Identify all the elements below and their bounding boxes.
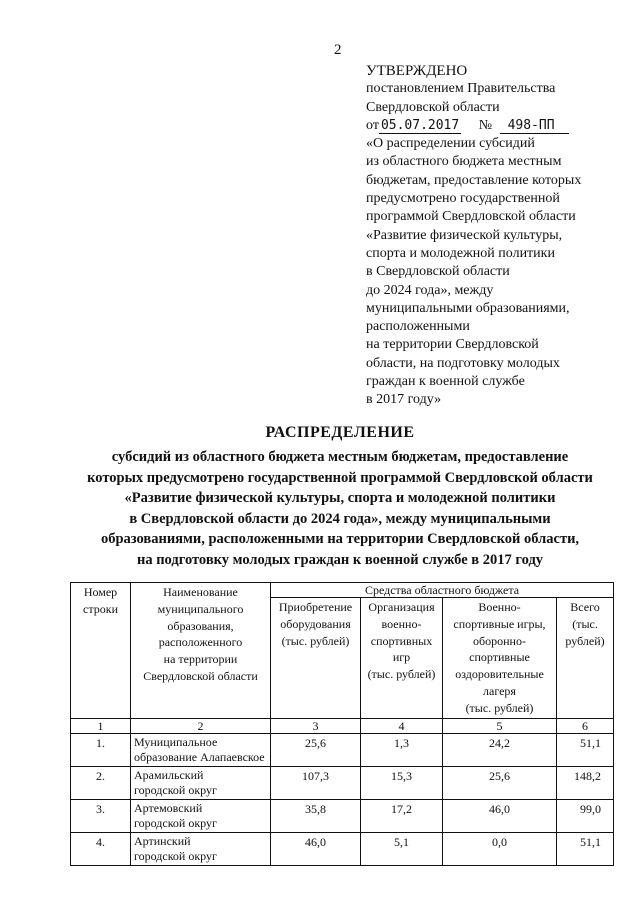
header-row-number [71,583,131,719]
name-line: городской округ [134,815,217,830]
subtitle-line: которых предусмотрено государственной программой Свердловской области [87,469,593,486]
resolution-title-line: области, на подготовку молодых [366,355,560,371]
date-prefix: от [366,117,379,133]
header-line: (тыс. рублей) [367,667,436,682]
total-value: 51,1 [557,733,614,766]
header-line: (тыс. рублей) [281,633,350,648]
header-line: лагеря [483,683,516,698]
header-line: (тыс. рублей) [465,700,534,715]
total-value: 148,2 [557,766,614,799]
name-line: Артинский [134,833,191,848]
municipality-name [131,733,271,766]
header-line: оборудования [280,616,351,631]
header-line: Свердловской области [143,668,258,683]
table-body [71,733,614,865]
header-line: спортивных [370,633,433,648]
camps-value: 25,6 [443,766,557,799]
document-title: РАСПРЕДЕЛЕНИЕ [265,424,415,441]
equipment-value: 46,0 [271,832,361,865]
approval-line: Свердловской области [366,99,500,115]
subtitle-line: в Свердловской области до 2024 года», между муниципальными [129,510,551,527]
header-line: игр [392,650,411,665]
camps-value: 24,2 [443,733,557,766]
header-line: образования, [167,618,234,633]
header-line: на территории [163,652,238,667]
resolution-title-line: бюджетам, предоставление которых [366,172,582,188]
header-line: Военно- [478,600,521,614]
approval-line: постановлением Правительства [366,81,556,97]
resolution-title-line: спорта и молодежной политики [366,245,555,261]
header-line: рублей) [565,633,605,648]
header-line: муниципального [157,601,244,616]
column-number: 2 [131,718,271,733]
resolution-title-line: «О распределении субсидий [366,136,535,152]
column-number: 3 [271,718,361,733]
approval-heading: УТВЕРЖДЕНО [366,63,468,79]
table-header-row [71,583,614,598]
equipment-value: 25,6 [271,733,361,766]
subtitle-line: «Развитие физической культуры, спорта и молодежной политики [124,490,556,506]
total-value: 51,1 [557,832,614,865]
table-row [71,832,614,865]
header-line: (тыс. [572,616,598,631]
name-line: образование Алапаевское [134,749,265,764]
games-value: 17,2 [361,799,443,832]
games-value: 15,3 [361,766,443,799]
header-regional-budget: Средства областного бюджета [271,583,614,598]
header-total [557,598,614,719]
row-number: 1. [71,733,131,766]
header-line: военно- [381,616,422,631]
header-line: Приобретение [278,600,353,614]
equipment-value: 107,3 [271,766,361,799]
resolution-title-line: в 2017 году» [366,392,442,408]
header-line: строки [83,601,118,616]
row-number: 4. [71,832,131,865]
column-number: 6 [557,718,614,733]
resolution-title-line: программой Свердловской области [366,209,576,225]
resolution-title-line: до 2024 года», между [366,282,494,298]
header-line: оздоровительные [455,667,544,682]
column-number: 4 [361,718,443,733]
header-line: расположенного [158,635,243,650]
header-equipment [271,598,361,719]
subtitle-line: на подготовку молодых граждан к военной службе в 2017 году [136,551,544,568]
municipality-name [131,766,271,799]
header-line: Всего [570,600,600,614]
resolution-number: 498-ПП [500,118,569,134]
name-line: городской округ [134,848,217,863]
resolution-title-line: граждан к военной службе [366,374,525,390]
number-sign: № [478,117,493,133]
header-camps [443,598,557,719]
column-number: 5 [443,718,557,733]
municipality-name [131,832,271,865]
document-subtitle [40,447,640,570]
header-municipality [131,583,271,719]
page-number: 2 [334,42,342,58]
approval-date-line [366,117,636,135]
resolution-title-line: на территории Свердловской [366,337,539,353]
equipment-value: 35,8 [271,799,361,832]
games-value: 1,3 [361,733,443,766]
resolution-title-line: расположенными [366,319,470,335]
name-line: Артемовский [134,800,203,815]
name-line: Арамильский [134,767,204,782]
approval-stamp-block [366,62,636,410]
table-row [71,799,614,832]
subtitle-line: субсидий из областного бюджета местным бюджетам, предоставление [111,449,569,465]
resolution-title-line: в Свердловской области [366,264,510,280]
municipality-name [131,799,271,832]
resolution-title-line: муниципальными образованиями, [366,300,570,316]
subsidy-distribution-table [70,582,614,866]
document-heading [40,424,640,570]
table-row [71,733,614,766]
header-line: спортивные [469,650,530,665]
header-line: Номер [83,585,118,599]
subtitle-line: образованиями, расположенными на территории Свердловской области, [100,531,580,547]
row-number: 2. [71,766,131,799]
name-line: Муниципальное [134,734,218,749]
column-number: 1 [71,718,131,733]
resolution-title [366,135,636,409]
column-number-row [71,718,614,733]
resolution-title-line: из областного бюджета местным [366,154,562,170]
header-line: спортивные игры, [453,616,546,631]
header-line: оборонно- [473,633,526,648]
total-value: 99,0 [557,799,614,832]
header-line: Наименование [163,585,238,599]
camps-value: 0,0 [443,832,557,865]
name-line: городской округ [134,782,217,797]
camps-value: 46,0 [443,799,557,832]
resolution-title-line: «Развитие физической культуры, [366,227,563,243]
table-row [71,766,614,799]
row-number: 3. [71,799,131,832]
resolution-date: 05.07.2017 [380,117,460,133]
header-games [361,598,443,719]
resolution-title-line: предусмотрено государственной [366,191,560,207]
header-line: Организация [368,600,435,614]
games-value: 5,1 [361,832,443,865]
